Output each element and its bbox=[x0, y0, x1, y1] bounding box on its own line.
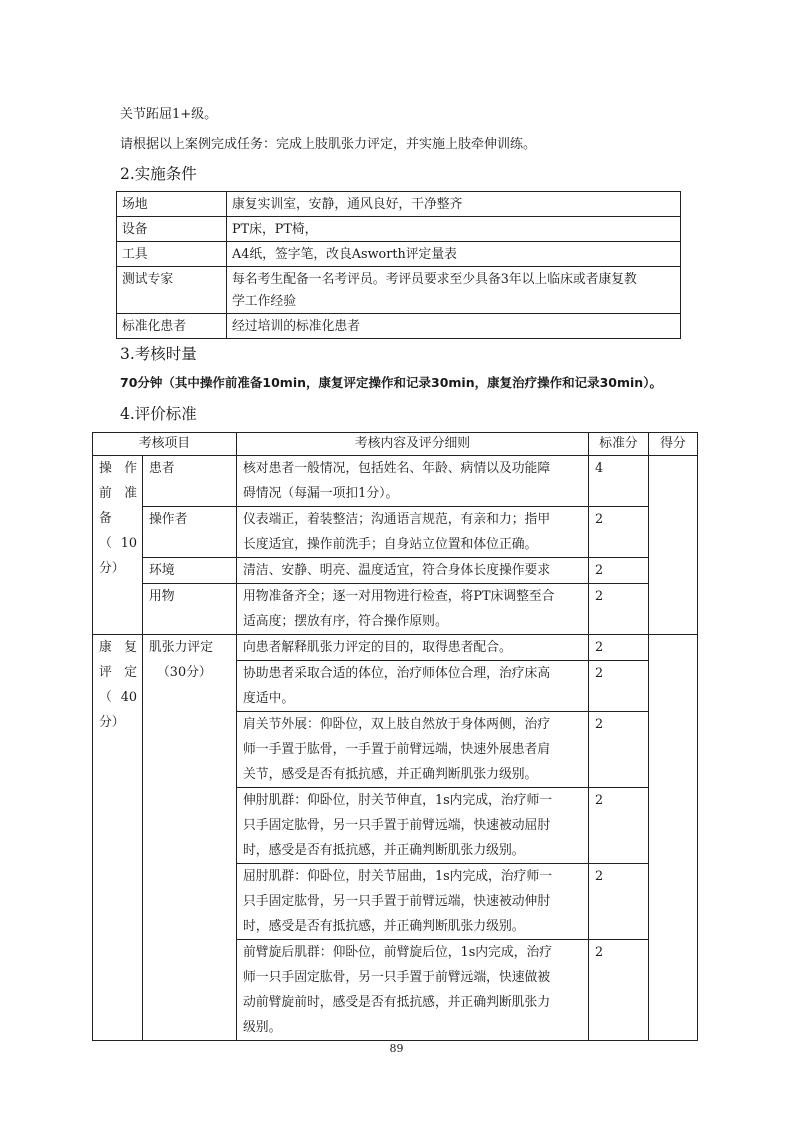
score-cell: 2 bbox=[589, 507, 649, 558]
group-name-line: 评定 bbox=[99, 665, 137, 680]
content-line: 前臂旋后肌群：仰卧位，前臂旋后位，1s内完成，治疗 bbox=[243, 945, 553, 960]
cond-value: A4纸，签字笔，改良Asworth评定量表 bbox=[227, 242, 681, 267]
header-score: 标准分 bbox=[589, 433, 649, 456]
group-name-line: 备 bbox=[99, 511, 112, 526]
table-row bbox=[117, 192, 681, 217]
header-item: 考核项目 bbox=[93, 433, 237, 456]
group-name-line: 康复 bbox=[99, 640, 137, 655]
content-cell bbox=[237, 558, 589, 584]
group-name-line: （10 bbox=[99, 536, 137, 551]
content-line: 伸肘肌群：仰卧位，肘关节伸直，1s内完成，治疗师一 bbox=[243, 793, 553, 808]
cond-value-line: 学工作经验 bbox=[232, 294, 296, 309]
content-line: 屈肘肌群：仰卧位，肘关节屈曲，1s内完成，治疗师一 bbox=[243, 869, 553, 884]
content-line: 协助患者采取合适的体位，治疗师体位合理，治疗床高 bbox=[243, 666, 551, 681]
evaluation-table bbox=[92, 432, 698, 1041]
content-cell bbox=[237, 507, 589, 558]
score-cell: 2 bbox=[589, 788, 649, 864]
cond-label: 场地 bbox=[117, 192, 227, 217]
cond-value-line: 每名考生配备一名考评员。考评员要求至少具备3年以上临床或者康复教 bbox=[232, 272, 637, 287]
sub-item: 用物 bbox=[143, 584, 237, 635]
group-prep-name bbox=[93, 456, 143, 635]
score-cell: 2 bbox=[589, 940, 649, 1041]
page-number: 89 bbox=[389, 1042, 404, 1055]
content-cell bbox=[237, 635, 589, 661]
group-assess-name bbox=[93, 635, 143, 1041]
content-line: 师一只手固定肱骨，另一只手置于前臂远端，快速做被 bbox=[243, 970, 551, 985]
conditions-table bbox=[116, 191, 681, 339]
content-line: 长度适宜，操作前洗手；自身站立位置和体位正确。 bbox=[243, 537, 538, 552]
content-cell bbox=[237, 788, 589, 864]
content-line: 时，感受是否有抵抗感，并正确判断肌张力级别。 bbox=[243, 919, 525, 934]
group-name-line: （40 bbox=[99, 690, 137, 705]
content-cell bbox=[237, 940, 589, 1041]
table-row bbox=[93, 507, 698, 558]
content-cell bbox=[237, 584, 589, 635]
content-line: 级别。 bbox=[243, 1020, 282, 1035]
table-header-row bbox=[93, 433, 698, 456]
content-line: 师一手置于肱骨，一手置于前臂远端，快速外展患者肩 bbox=[243, 742, 551, 757]
score-cell: 2 bbox=[589, 558, 649, 584]
content-line: 时，感受是否有抵抗感，并正确判断肌张力级别。 bbox=[243, 843, 525, 858]
score-cell: 2 bbox=[589, 864, 649, 940]
intro-line-1: 关节跖屈1+级。 bbox=[120, 107, 218, 122]
sub-item-muscle-tone bbox=[143, 635, 237, 1041]
sub-item-line: （30分） bbox=[157, 665, 212, 680]
score-cell: 4 bbox=[589, 456, 649, 507]
group-name-line: 前准 bbox=[99, 486, 137, 501]
got-cell bbox=[649, 635, 698, 1041]
group-name-line: 操作 bbox=[99, 461, 137, 476]
content-line: 核对患者一般情况，包括姓名、年龄、病情以及功能障 bbox=[243, 461, 551, 476]
content-line: 仪表端正，着装整洁；沟通语言规范，有亲和力；指甲 bbox=[243, 512, 551, 527]
header-content: 考核内容及评分细则 bbox=[237, 433, 589, 456]
cond-label: 工具 bbox=[117, 242, 227, 267]
content-line: 用物准备齐全；逐一对用物进行检查，将PT床调整至合 bbox=[243, 589, 555, 604]
cond-label: 标准化患者 bbox=[117, 314, 227, 339]
content-line: 清洁、安静、明亮、温度适宜，符合身体长度操作要求 bbox=[243, 563, 551, 578]
section-2-heading: 2.实施条件 bbox=[120, 165, 197, 183]
group-name-line: 分） bbox=[99, 561, 125, 576]
table-row bbox=[117, 267, 681, 314]
content-line: 只手固定肱骨，另一只手置于前臂远端，快速被动屈肘 bbox=[243, 818, 551, 833]
score-cell: 2 bbox=[589, 661, 649, 712]
content-line: 向患者解释肌张力评定的目的，取得患者配合。 bbox=[243, 640, 512, 655]
content-line: 肩关节外展：仰卧位，双上肢自然放于身体两侧，治疗 bbox=[243, 717, 551, 732]
table-row bbox=[117, 217, 681, 242]
sub-item: 操作者 bbox=[143, 507, 237, 558]
content-line: 只手固定肱骨，另一只手置于前臂远端，快速被动伸肘 bbox=[243, 894, 551, 909]
cond-value bbox=[227, 267, 681, 314]
sub-item: 患者 bbox=[143, 456, 237, 507]
table-row bbox=[93, 635, 698, 661]
content-line: 碍情况（每漏一项扣1分）。 bbox=[243, 486, 399, 501]
section-3-heading: 3.考核时量 bbox=[120, 345, 197, 363]
content-cell bbox=[237, 456, 589, 507]
content-line: 适高度；摆放有序，符合操作原则。 bbox=[243, 614, 448, 629]
cond-value: 康复实训室，安静，通风良好，干净整齐 bbox=[227, 192, 681, 217]
content-cell bbox=[237, 864, 589, 940]
got-cell bbox=[649, 456, 698, 635]
cond-value: 经过培训的标准化患者 bbox=[227, 314, 681, 339]
section-4-heading: 4.评价标准 bbox=[120, 405, 197, 423]
score-cell: 2 bbox=[589, 712, 649, 788]
sub-item-line: 肌张力评定 bbox=[149, 640, 213, 655]
exam-duration-text: 70分钟（其中操作前准备10min，康复评定操作和记录30min，康复治疗操作和记录30min）。 bbox=[120, 375, 662, 390]
table-row bbox=[93, 558, 698, 584]
cond-label: 设备 bbox=[117, 217, 227, 242]
score-cell: 2 bbox=[589, 635, 649, 661]
intro-line-2: 请根据以上案例完成任务：完成上肢肌张力评定，并实施上肢牵伸训练。 bbox=[120, 137, 537, 152]
cond-value: PT床，PT椅， bbox=[227, 217, 681, 242]
sub-item: 环境 bbox=[143, 558, 237, 584]
content-line: 动前臂旋前时，感受是否有抵抗感，并正确判断肌张力 bbox=[243, 995, 551, 1010]
cond-label: 测试专家 bbox=[117, 267, 227, 314]
content-cell bbox=[237, 712, 589, 788]
table-row bbox=[93, 584, 698, 635]
score-cell: 2 bbox=[589, 584, 649, 635]
content-cell bbox=[237, 661, 589, 712]
table-row bbox=[117, 242, 681, 267]
content-line: 关节，感受是否有抵抗感，并正确判断肌张力级别。 bbox=[243, 767, 538, 782]
table-row bbox=[117, 314, 681, 339]
group-name-line: 分） bbox=[99, 715, 125, 730]
table-row bbox=[93, 456, 698, 507]
content-line: 度适中。 bbox=[243, 691, 295, 706]
header-got: 得分 bbox=[649, 433, 698, 456]
